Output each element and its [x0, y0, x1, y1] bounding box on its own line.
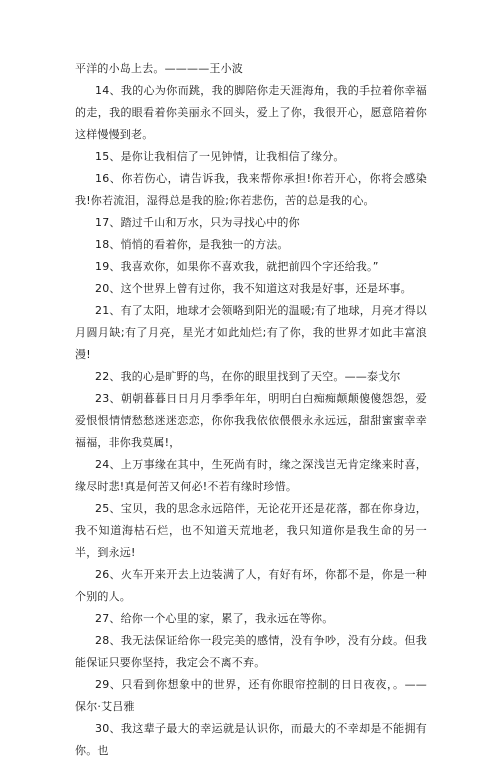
paragraph-22: 22、我的心是旷野的鸟，在你的眼里找到了天空。——泰戈尔	[95, 370, 401, 383]
paragraph-20: 20、这个世界上曾有过你，我不知道这对我是好事，还是坏事。	[95, 282, 412, 295]
paragraph-14: 14、我的心为你而跳，我的脚陪你走天涯海角，我的手拉着你幸福的走，我的眼看着你美丽永不回头，爱上了你，我很开心，愿意陪着你这样慢慢到老。	[75, 84, 427, 141]
paragraph-26: 26、火车开来开去上边装满了人，有好有坏，你都不是，你是一种个别的人。	[75, 568, 427, 603]
paragraph-13-end: 平洋的小岛上去。————王小波	[75, 62, 243, 75]
paragraph-19: 19、我喜欢你，如果你不喜欢我，就把前四个字还给我。”	[95, 260, 379, 273]
paragraph-27: 27、给你一个心里的家，累了，我永远在等你。	[95, 612, 334, 625]
paragraph-25: 25、宝贝，我的思念永远陪伴，无论花开还是花落，都在你身边，我不知道海枯石烂，也不知道天荒地老，我只知道你是我生命的另一半，到永远!	[75, 502, 427, 559]
paragraph-15: 15、是你让我相信了一见钟情，让我相信了缘分。	[95, 150, 345, 163]
paragraph-18: 18、悄悄的看着你，是我独一的方法。	[95, 238, 289, 251]
paragraph-16: 16、你若伤心，请告诉我，我来帮你承担!你若开心，你将会感染我!你若流泪，湿得总是我的脸;你若悲伤，苦的总是我的心。	[75, 172, 427, 207]
paragraph-28: 28、我无法保证给你一段完美的感情，没有争吵，没有分歧。但我能保证只要你坚持，我定会不离不弃。	[75, 634, 427, 669]
paragraph-24: 24、上万事缘在其中，生死尚有时，缘之深浅岂无肯定缘来时喜，缘尽时悲!真是何苦又何必!不若有缘时珍惜。	[75, 458, 427, 493]
paragraph-21: 21、有了太阳，地球才会领略到阳光的温暖;有了地球，月亮才得以月圆月缺;有了月亮，星光才如此灿烂;有了你，我的世界才如此丰富浪漫!	[75, 304, 427, 361]
paragraph-17: 17、踏过千山和万水，只为寻找心中的你	[95, 216, 300, 229]
document-page	[75, 58, 427, 762]
paragraph-30: 30、我这辈子最大的幸运就是认识你，而最大的不幸却是不能拥有你。也	[75, 722, 427, 757]
paragraph-29: 29、只看到你想象中的世界，还有你眼帘控制的日日夜夜，。——保尔·艾吕雅	[75, 678, 427, 713]
paragraph-23: 23、朝朝暮暮日日月月季季年年，明明白白痴痴颠颠傻傻怨怨，爱爱恨恨情情愁愁迷迷恋恋，你你我我依依偎偎永永远远，甜甜蜜蜜幸幸福福，非你我莫属!，	[75, 392, 427, 449]
